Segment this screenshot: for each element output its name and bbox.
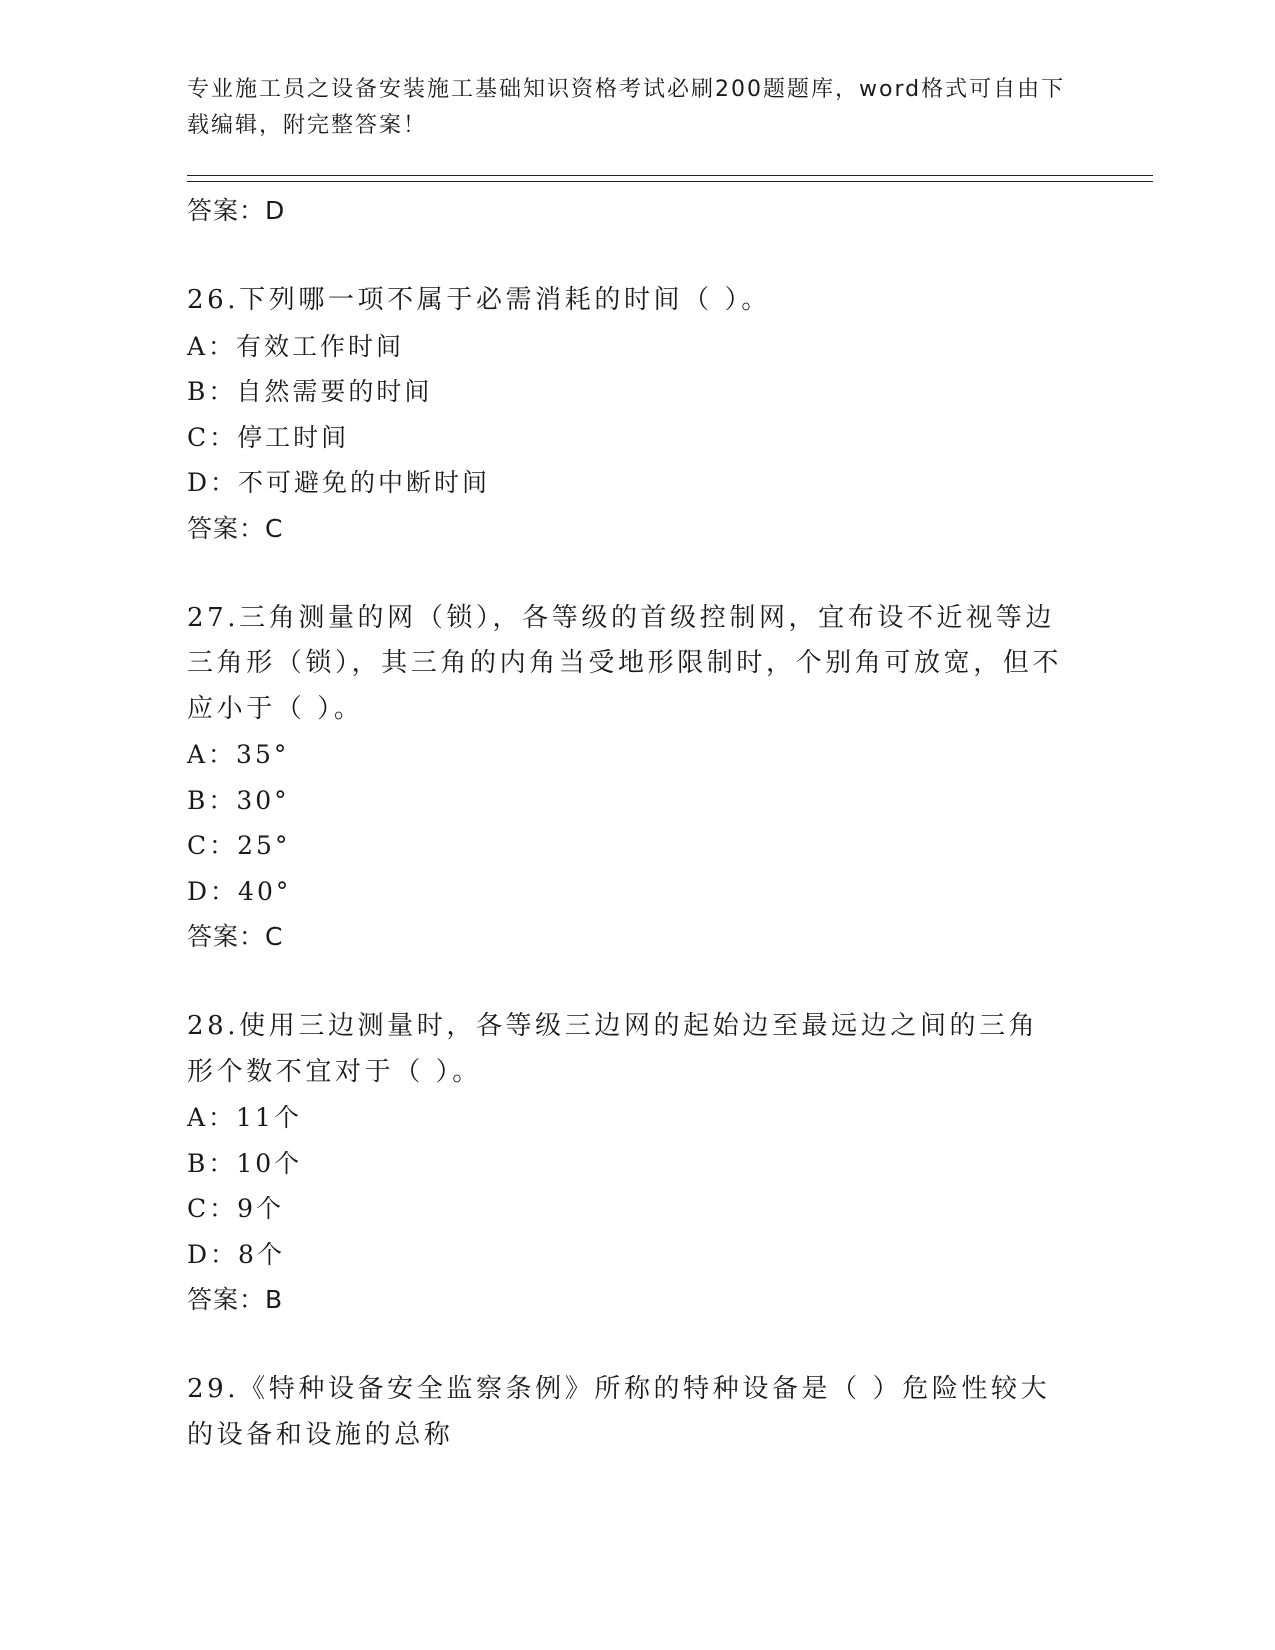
- question-text: 27.三角测量的网（锁），各等级的首级控制网，宜布设不近视等边三角形（锁），其三角的内角当受地形限制时，个别角可放宽，但不应小于（ ）。: [187, 602, 1063, 724]
- option-b: B：自然需要的时间: [187, 377, 433, 406]
- option-b: B：10个: [187, 1148, 303, 1178]
- answer-27: 答案：C: [187, 922, 284, 951]
- answer-26: 答案：C: [187, 513, 284, 543]
- question-list: [187, 188, 1087, 1458]
- option-c: C：停工时间: [187, 422, 350, 452]
- question-text: 28.使用三边测量时，各等级三边网的起始边至最远边之间的三角形个数不宜对于（ ）。: [187, 1011, 1039, 1087]
- question-text: 29.《特种设备安全监察条例》所称的特种设备是（ ）危险性较大的设备和设施的总称: [187, 1374, 1051, 1450]
- option-d: D：40°: [187, 876, 292, 906]
- option-a: A：35°: [187, 740, 290, 769]
- option-d: D：8个: [187, 1239, 285, 1269]
- header-rule-top: [187, 175, 1153, 176]
- header-rule-bottom: [187, 181, 1153, 182]
- option-a: A：11个: [187, 1103, 302, 1132]
- option-b: B：30°: [187, 785, 290, 815]
- question-29: [187, 1367, 1087, 1458]
- option-c: C：25°: [187, 831, 291, 860]
- option-d: D：不可避免的中断时间: [187, 468, 491, 497]
- answer-25: 答案：D: [187, 196, 286, 225]
- answer-28: 答案：B: [187, 1285, 284, 1314]
- option-c: C：9个: [187, 1194, 285, 1223]
- question-27: [187, 596, 1087, 960]
- option-a: A：有效工作时间: [187, 331, 405, 361]
- document-header: 专业施工员之设备安装施工基础知识资格考试必刷200题题库，word格式可自由下载编辑，附完整答案！: [187, 77, 1066, 138]
- question-text: 26.下列哪一项不属于必需消耗的时间（ ）。: [187, 285, 771, 315]
- question-28: [187, 1004, 1087, 1322]
- question-26: [187, 278, 1087, 551]
